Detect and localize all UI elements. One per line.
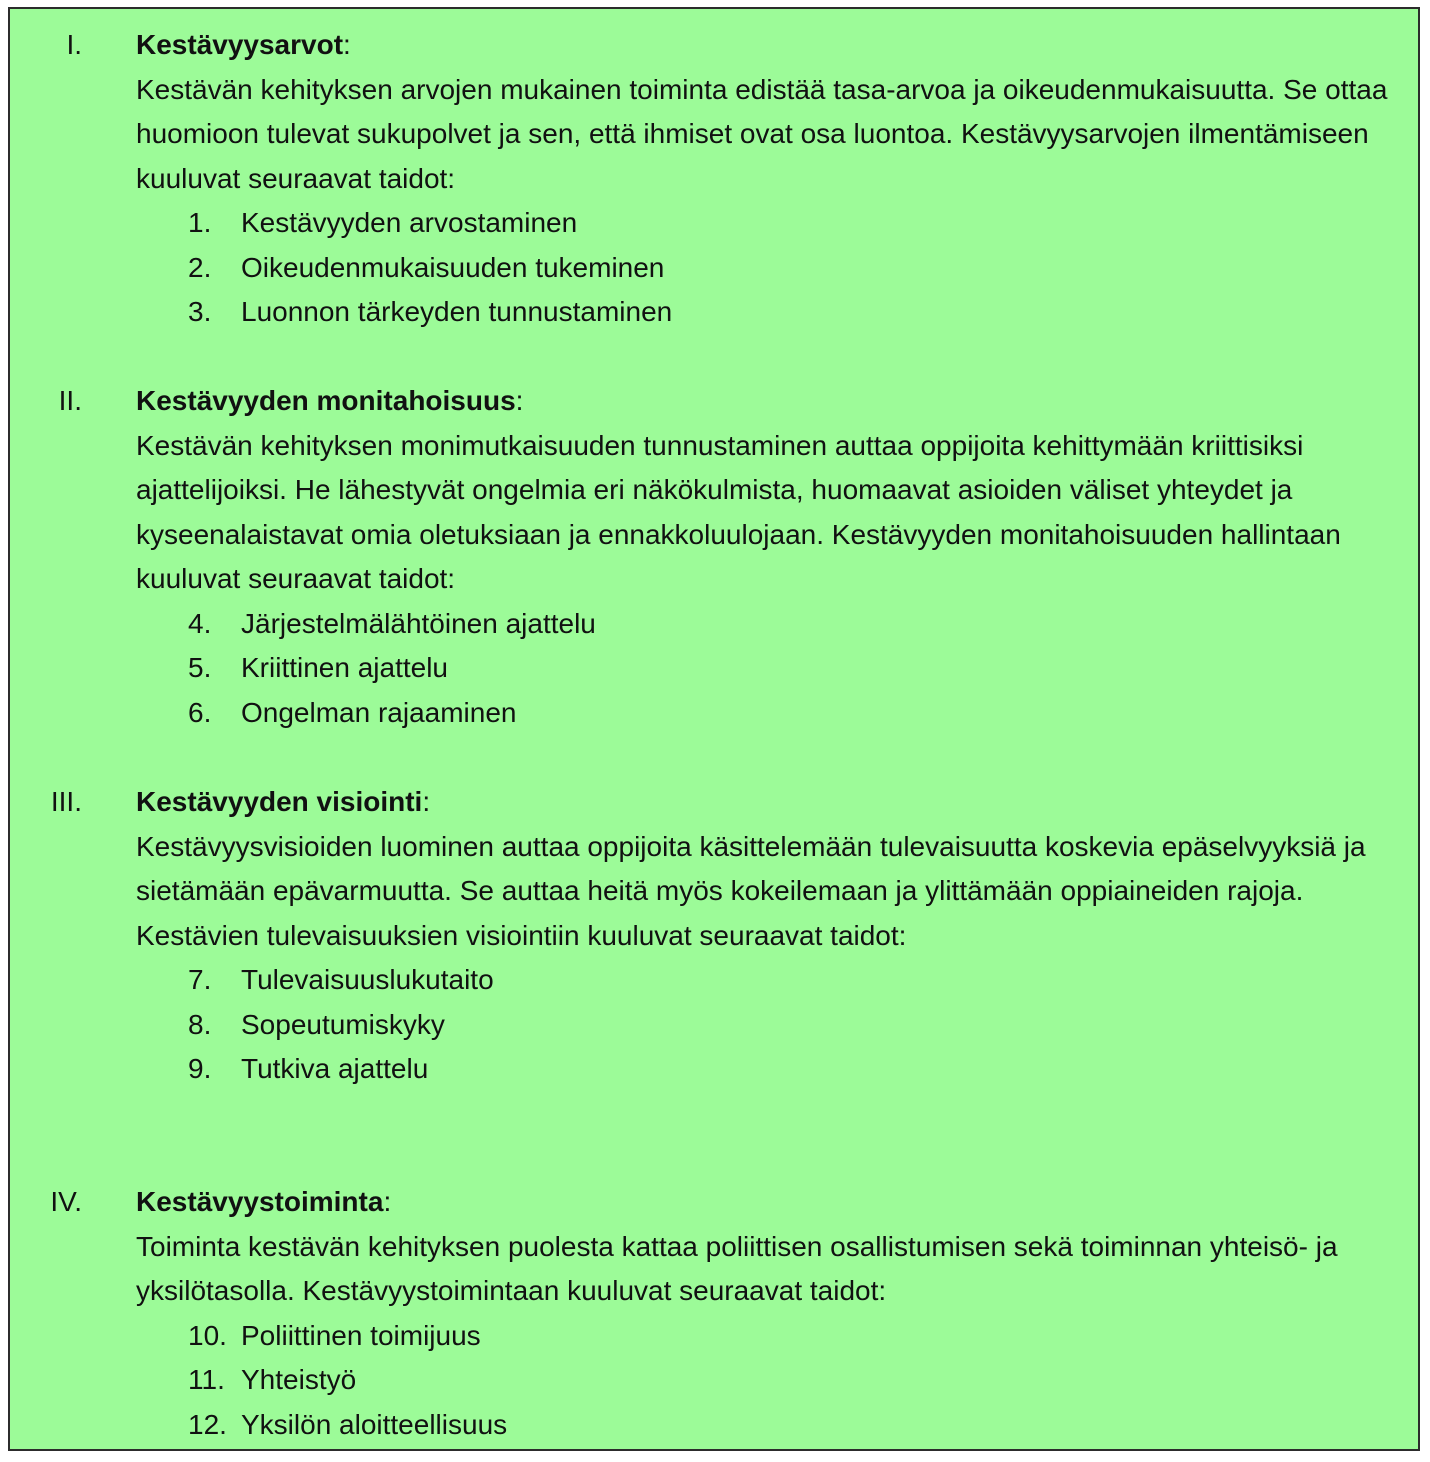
section-description: Toiminta kestävän kehityksen puolesta kattaa poliittisen osallistumisen sekä toiminnan yhteisö- ja yksilötasolla. Kestävyystoimintaan kuuluvat seuraavat taidot: [136,1230,1338,1306]
skill-list [136,201,1396,335]
skill-number: 3. [188,296,212,327]
section-heading [136,379,1396,424]
skill-item [136,1403,1396,1448]
section-content [136,1180,1396,1447]
section-content [136,780,1396,1092]
section-content [136,379,1396,735]
skill-label: Poliittinen toimijuus [241,1319,481,1351]
skill-item [136,290,1396,335]
skill-item [136,691,1396,736]
skill-label: Tulevaisuuslukutaito [241,964,494,995]
section-description: Kestävän kehityksen arvojen mukainen toiminta edistää tasa-arvoa ja oikeudenmukaisuutta. Se ottaa huomioon tulevat sukupolvet ja sen, että ihmiset ovat osa luontoa. Kestävyysarvojen ilmentämiseen kuuluvat seuraavat taidot: [136,73,1388,194]
section-numeral: IV. [50,1186,82,1217]
skill-label: Tutkiva ajattelu [241,1053,429,1084]
skill-number: 10. [188,1319,227,1351]
skill-item [136,1047,1396,1092]
section-title: Kestävyysarvot [136,29,344,60]
skill-list [136,1314,1396,1448]
skill-number: 7. [188,964,212,995]
section-numeral: II. [58,385,82,416]
skill-number: 11. [188,1364,225,1395]
skill-label: Yksilön aloitteellisuus [241,1408,508,1440]
heading-colon: : [422,786,431,817]
skill-label: Kriittinen ajattelu [241,652,449,683]
skill-number: 6. [188,696,212,728]
section-title: Kestävyyden monitahoisuus [136,385,516,416]
section-title: Kestävyyden visiointi [136,786,423,817]
skill-label: Sopeutumiskyky [241,1008,445,1040]
skill-list [136,958,1396,1092]
skill-item [136,1358,1396,1403]
skill-number: 2. [188,251,212,283]
skill-item [136,1003,1396,1048]
section-description: Kestävän kehityksen monimutkaisuuden tunnustaminen auttaa oppijoita kehittymään kriittisiksi ajattelijoiksi. He lähestyvät ongelmia eri näkökulmista, huomaavat asioiden väliset yhteydet ja kyseenalaistavat omia oletuksiaan ja ennakkoluulojaan. Kestävyyden monitahoisuuden hallintaan kuuluvat seuraavat taidot: [136,429,1341,594]
skill-label: Ongelman rajaaminen [241,696,517,728]
section-heading [136,23,1396,68]
skill-number: 8. [188,1008,212,1040]
section-title: Kestävyystoiminta [136,1186,384,1217]
skill-list [136,602,1396,736]
competence-box [8,7,1420,1451]
section-numeral: I. [66,29,82,60]
heading-colon: : [515,385,524,416]
skill-label: Järjestelmälähtöinen ajattelu [241,607,596,639]
heading-colon: : [343,29,351,60]
skill-item [136,201,1396,246]
skill-item [136,246,1396,291]
skill-label: Luonnon tärkeyden tunnustaminen [241,296,673,327]
section-content [136,23,1396,335]
skill-number: 12. [188,1408,227,1440]
skill-number: 1. [188,207,212,238]
skill-item [136,1314,1396,1359]
heading-colon: : [383,1186,392,1217]
skill-number: 4. [188,607,212,639]
skill-number: 9. [188,1053,212,1084]
section-heading [136,1180,1396,1225]
section-heading [136,780,1396,825]
skill-label: Kestävyyden arvostaminen [241,207,578,238]
skill-item [136,646,1396,691]
section-description: Kestävyysvisioiden luominen auttaa oppijoita käsittelemään tulevaisuutta koskevia epäselvyyksiä ja sietämään epävarmuutta. Se auttaa heitä myös kokeilemaan ja ylittämään oppiaineiden rajoja. Kestävien tulevaisuuksien visiointiin kuuluvat seuraavat taidot: [136,830,1366,951]
skill-label: Oikeudenmukaisuuden tukeminen [241,251,665,283]
section-numeral: III. [50,786,82,817]
skill-number: 5. [188,652,212,683]
skill-item [136,602,1396,647]
skill-item [136,958,1396,1003]
skill-label: Yhteistyö [241,1364,357,1395]
